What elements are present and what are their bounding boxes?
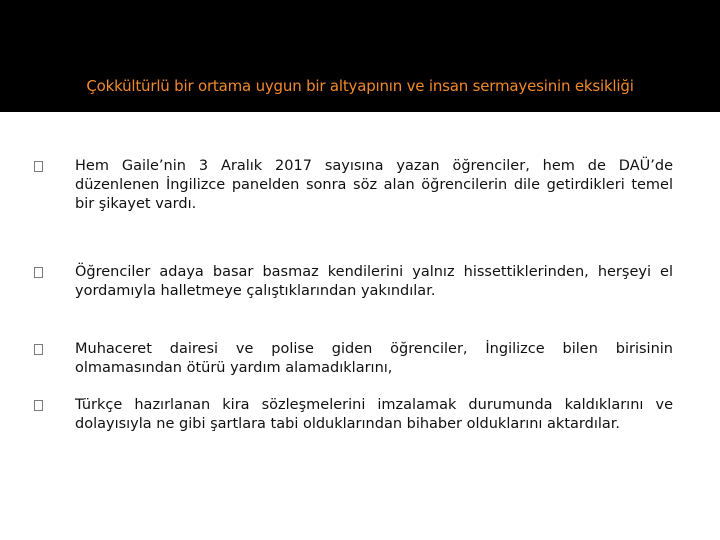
bullet-text: Muhaceret dairesi ve polise giden öğrenciler, İngilizce bilen birisinin olmamasından ötürü yardım alamadıklarını, [75,341,673,376]
empty-square-bullet-icon [34,400,43,411]
bullet-text: Öğrenciler adaya basar basmaz kendilerini yalnız hissettiklerinden, herşeyi el yordamıyla halletmeye çalıştıklarından yakındılar. [75,264,673,299]
bullet-text: Hem Gaile’nin 3 Aralık 2017 sayısına yazan öğrenciler, hem de DAÜ’de düzenlenen İngilizce panelden sonra söz alan öğrencilerin dile getirdikleri temel bir şikayet vardı. [75,158,673,212]
content-area [0,112,720,540]
slide-title: Çokkültürlü bir ortama uygun bir altyapının ve insan sermayesinin eksikliği [86,77,634,95]
bullet-text: Türkçe hazırlanan kira sözleşmelerini imzalamak durumunda kaldıklarını ve dolayısıyla ne gibi şartlara tabi olduklarından bihaber olduklarını aktardılar. [75,397,673,432]
empty-square-bullet-icon [34,344,43,355]
empty-square-bullet-icon [34,161,43,172]
title-band [0,0,720,112]
empty-square-bullet-icon [34,267,43,278]
